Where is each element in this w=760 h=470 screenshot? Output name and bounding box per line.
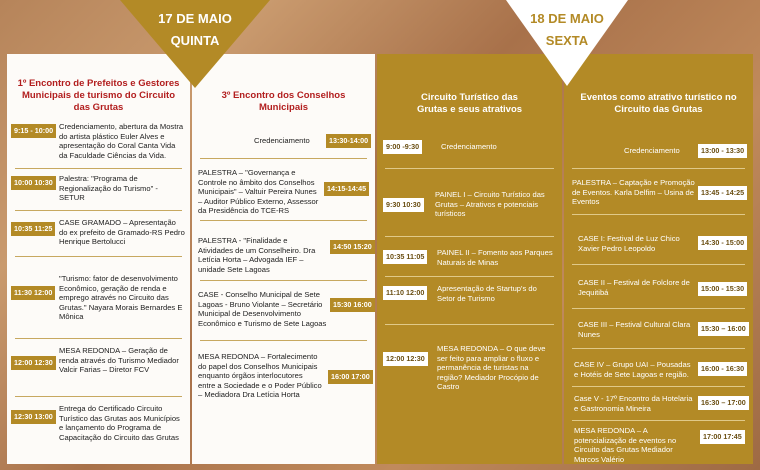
time-badge: 15:30 16:00 (330, 298, 375, 312)
divider (572, 386, 745, 387)
time-badge: 13:30-14:00 (326, 134, 371, 148)
divider (572, 214, 745, 215)
divider (385, 324, 554, 325)
item-text: PALESTRA – Captação e Promoção de Eventos. Karla Delfim – Usina de Eventos (572, 178, 695, 207)
item-text: Entrega do Certificado Circuito Turístico das Grutas aos Municípios e lançamento do Programa de Capacitação do Circuito das Grutas (59, 404, 180, 442)
divider (15, 256, 182, 257)
time-badge: 12:30 13:00 (11, 410, 56, 424)
time-badge: 16:00 17:00 (328, 370, 373, 384)
item-text: CASE III – Festival Cultural Clara Nunes (578, 320, 691, 339)
time-badge: 11:10 12:00 (383, 286, 427, 300)
divider (572, 168, 745, 169)
column-title: Eventos como atrativo turístico no Circuito das Grutas (580, 92, 737, 115)
item-text: CASE GRAMADO – Apresentação do ex prefeito de Gramado-RS Pedro Henrique Bertolucci (59, 218, 185, 247)
divider (572, 420, 745, 421)
time-badge: 9:00 -9:30 (383, 140, 422, 154)
time-badge: 12:00 12:30 (11, 356, 56, 370)
time-badge: 9:15 - 10:00 (11, 124, 56, 138)
time-badge: 15:30 – 16:00 (698, 322, 749, 336)
time-badge: 11:30 12:00 (11, 286, 55, 300)
divider (200, 220, 367, 221)
item-text: CASE I: Festival de Luz Chico Xavier Pedro Leopoldo (578, 234, 680, 253)
divider (385, 168, 554, 169)
time-badge: 10:35 11:25 (11, 222, 55, 236)
time-badge: 16:30 – 17:00 (698, 396, 749, 410)
day-banner-friday (506, 0, 628, 86)
item-text: MESA REDONDA – Fortalecimento do papel dos Conselhos Municipais enquanto órgãos interlocutores entre a Sociedade e o Poder Público – Mediadora Dra Letícia Horta (198, 352, 322, 400)
banner-date: 18 DE MAIO (530, 11, 604, 26)
divider (15, 396, 182, 397)
banner-date: 17 DE MAIO (158, 11, 232, 26)
divider (200, 340, 367, 341)
column-title: Circuito Turístico das Grutas e seus atrativos (416, 92, 523, 115)
item-text: Apresentação de Startup's do Setor de Turismo (437, 284, 537, 303)
time-badge: 14:50 15:20 (330, 240, 375, 254)
divider (572, 264, 745, 265)
time-badge: 17:00 17:45 (700, 430, 745, 444)
column-eventos (564, 54, 753, 464)
time-badge: 13:45 - 14:25 (698, 186, 747, 200)
item-text: MESA REDONDA – O que deve ser feito para ampliar o fluxo e permanência de turistas na região? Mediador Procópio de Castro (437, 344, 546, 392)
item-text: "Turismo: fator de desenvolvimento Econômico, geração de renda e emprego através no Circuito das Grutas." Nayara Morais Bernardes E Mônica (59, 274, 183, 322)
divider (15, 210, 182, 211)
divider (15, 168, 182, 169)
divider (572, 348, 745, 349)
column-circuito-turistico (377, 54, 562, 464)
time-badge: 10:35 11:05 (383, 250, 427, 264)
divider (385, 236, 554, 237)
time-badge: 13:00 - 13:30 (698, 144, 747, 158)
item-text: Credenciamento, abertura da Mostra do artista plástico Euler Alves e apresentação do Coral Canta Vida da Faculdade Ciências da Vida. (59, 122, 184, 160)
item-text: CASE II – Festival de Folclore de Jequitibá (578, 278, 690, 297)
item-text: Case V - 17º Encontro da Hotelaria e Gastronomia Mineira (574, 394, 693, 413)
item-text: PAINEL I – Circuito Turístico das Grutas – Atrativos e potenciais turísticos (435, 190, 545, 219)
item-text: CASE - Conselho Municipal de Sete Lagoas - Bruno Violante – Secretário Municipal de Desenvolvimento Econômico e Turismo de Sete Lagoas (198, 290, 327, 328)
divider (15, 338, 182, 339)
time-badge: 16:00 - 16:30 (698, 362, 747, 376)
item-text: PALESTRA – "Governança e Controle no âmbito dos Conselhos Municipais" – Valtuir Pereira Nunes – Auditor Público Externo, Assessor da Presidência do TCE-RS (198, 168, 319, 216)
item-text: MESA REDONDA – Geração de renda através do Turismo Mediador Valcir Farias – Diretor FCV (59, 346, 179, 375)
item-text: Credenciamento (441, 142, 497, 151)
item-text: Credenciamento (254, 136, 310, 145)
item-text: CASE IV – Grupo UAI – Pousadas e Hotéis de Sete Lagoas e região. (574, 360, 691, 379)
banner-weekday: SEXTA (545, 33, 589, 48)
time-badge: 15:00 - 15:30 (698, 282, 747, 296)
item-text: PALESTRA - "Finalidade e Atividades de um Conselheiro. Dra Letícia Horta – Advogada IEF – unidade Sete Lagoas (198, 236, 316, 274)
column-prefeitos-gestores (7, 54, 190, 464)
column-conselhos-municipais (192, 54, 375, 464)
item-text: PAINEL II – Fomento aos Parques Naturais de Minas (437, 248, 553, 267)
divider (385, 276, 554, 277)
item-text: MESA REDONDA – A potencialização de eventos no Circuito das Grutas Mediador Marcos Valério (574, 426, 677, 464)
item-text: Credenciamento (624, 146, 680, 155)
column-title: 1º Encontro de Prefeitos e Gestores Municipais de turismo do Circuito das Grutas (17, 78, 180, 113)
time-badge: 9:30 10:30 (383, 198, 424, 212)
divider (200, 280, 367, 281)
day-banner-thursday (120, 0, 270, 88)
time-badge: 14:15-14:45 (324, 182, 369, 196)
time-badge: 10:00 10:30 (11, 176, 56, 190)
column-title: 3º Encontro dos Conselhos Municipais (221, 90, 346, 113)
time-badge: 14:30 - 15:00 (698, 236, 747, 250)
time-badge: 12:00 12:30 (383, 352, 428, 366)
item-text: Palestra: "Programa de Regionalização do Turismo" - SETUR (59, 174, 158, 203)
banner-weekday: QUINTA (170, 33, 220, 48)
divider (572, 308, 745, 309)
divider (200, 158, 367, 159)
